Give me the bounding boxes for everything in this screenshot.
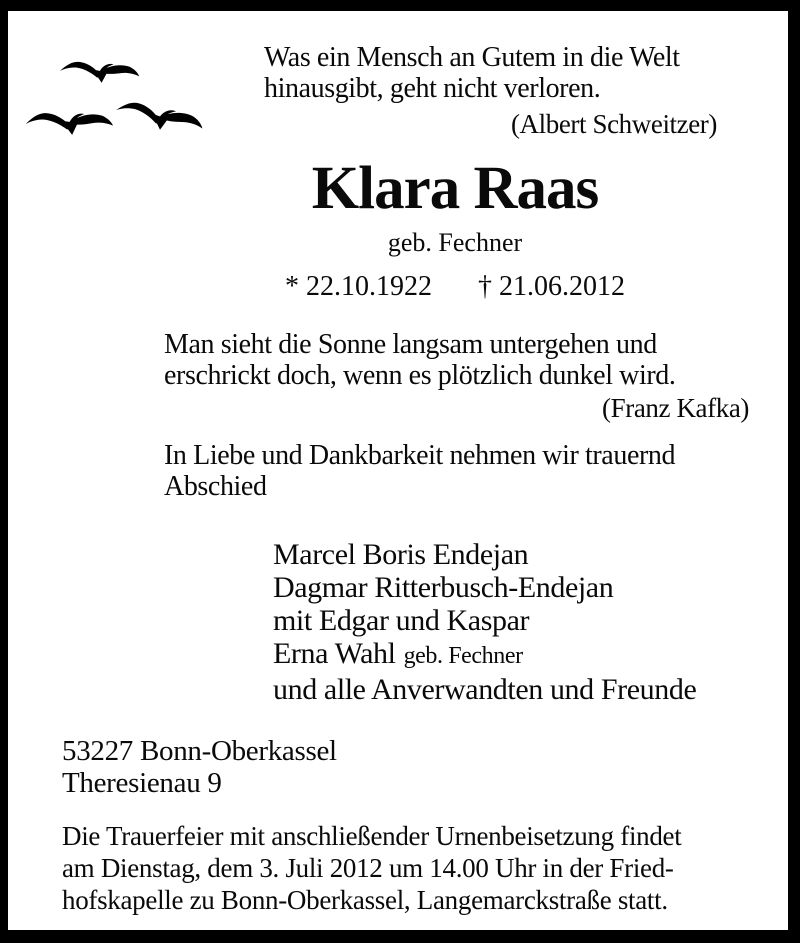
second-quote-block [164,329,749,424]
life-dates [160,271,750,303]
mourner-item: und alle Anverwandten und Freunde [273,673,697,706]
mourner-item [273,637,696,673]
bird-top-icon [60,62,139,83]
opening-quote-attribution: (Albert Schweitzer) [510,109,717,139]
opening-quote-line1: Was ein Mensch an Gutem in die Welt [264,42,680,73]
opening-quote-line2: hinausgibt, geht nicht verloren. [264,73,601,104]
second-quote-line2: erschrickt doch, wenn es plötzlich dunkel wird. [164,360,676,391]
deceased-block [160,155,750,303]
farewell-line2: Abschied [164,471,267,502]
maiden-name: geb. Fechner [387,228,523,257]
funeral-info-block [62,820,681,916]
funeral-info-line3: hofskapelle zu Bonn-Oberkassel, Langemarckstraße statt. [62,885,668,915]
opening-quote-block [264,42,717,140]
bird-bottom-left-icon [25,110,113,138]
mourner-item: mit Edgar und Kaspar [273,604,530,637]
mourner-name: Erna Wahl [273,637,396,670]
address-street: Theresienau 9 [62,767,222,799]
address-city: 53227 Bonn-Oberkassel [62,735,337,767]
second-quote-line1: Man sieht die Sonne langsam untergehen und [164,329,657,360]
second-quote-attribution: (Franz Kafka) [602,393,749,423]
mourner-maiden-name: geb. Fechner [403,643,523,669]
bird-bottom-right-icon [114,100,204,135]
farewell-block [164,440,675,502]
mourner-item: Marcel Boris Endejan [273,538,529,571]
farewell-line1: In Liebe und Dankbarkeit nehmen wir trauernd [164,440,676,471]
address-block [62,735,337,799]
mourner-item: Dagmar Ritterbusch-Endejan [273,571,614,604]
funeral-info-line2: am Dienstag, dem 3. Juli 2012 um 14.00 Uhr in der Fried- [62,853,674,883]
flying-birds-icon [18,50,210,146]
deceased-name: Klara Raas [311,155,599,222]
funeral-info-line1: Die Trauerfeier mit anschließender Urnenbeisetzung findet [62,821,682,851]
mourners-list [273,538,696,706]
birth-date: * 22.10.1922 [285,271,432,302]
death-date: † 21.06.2012 [478,271,625,302]
